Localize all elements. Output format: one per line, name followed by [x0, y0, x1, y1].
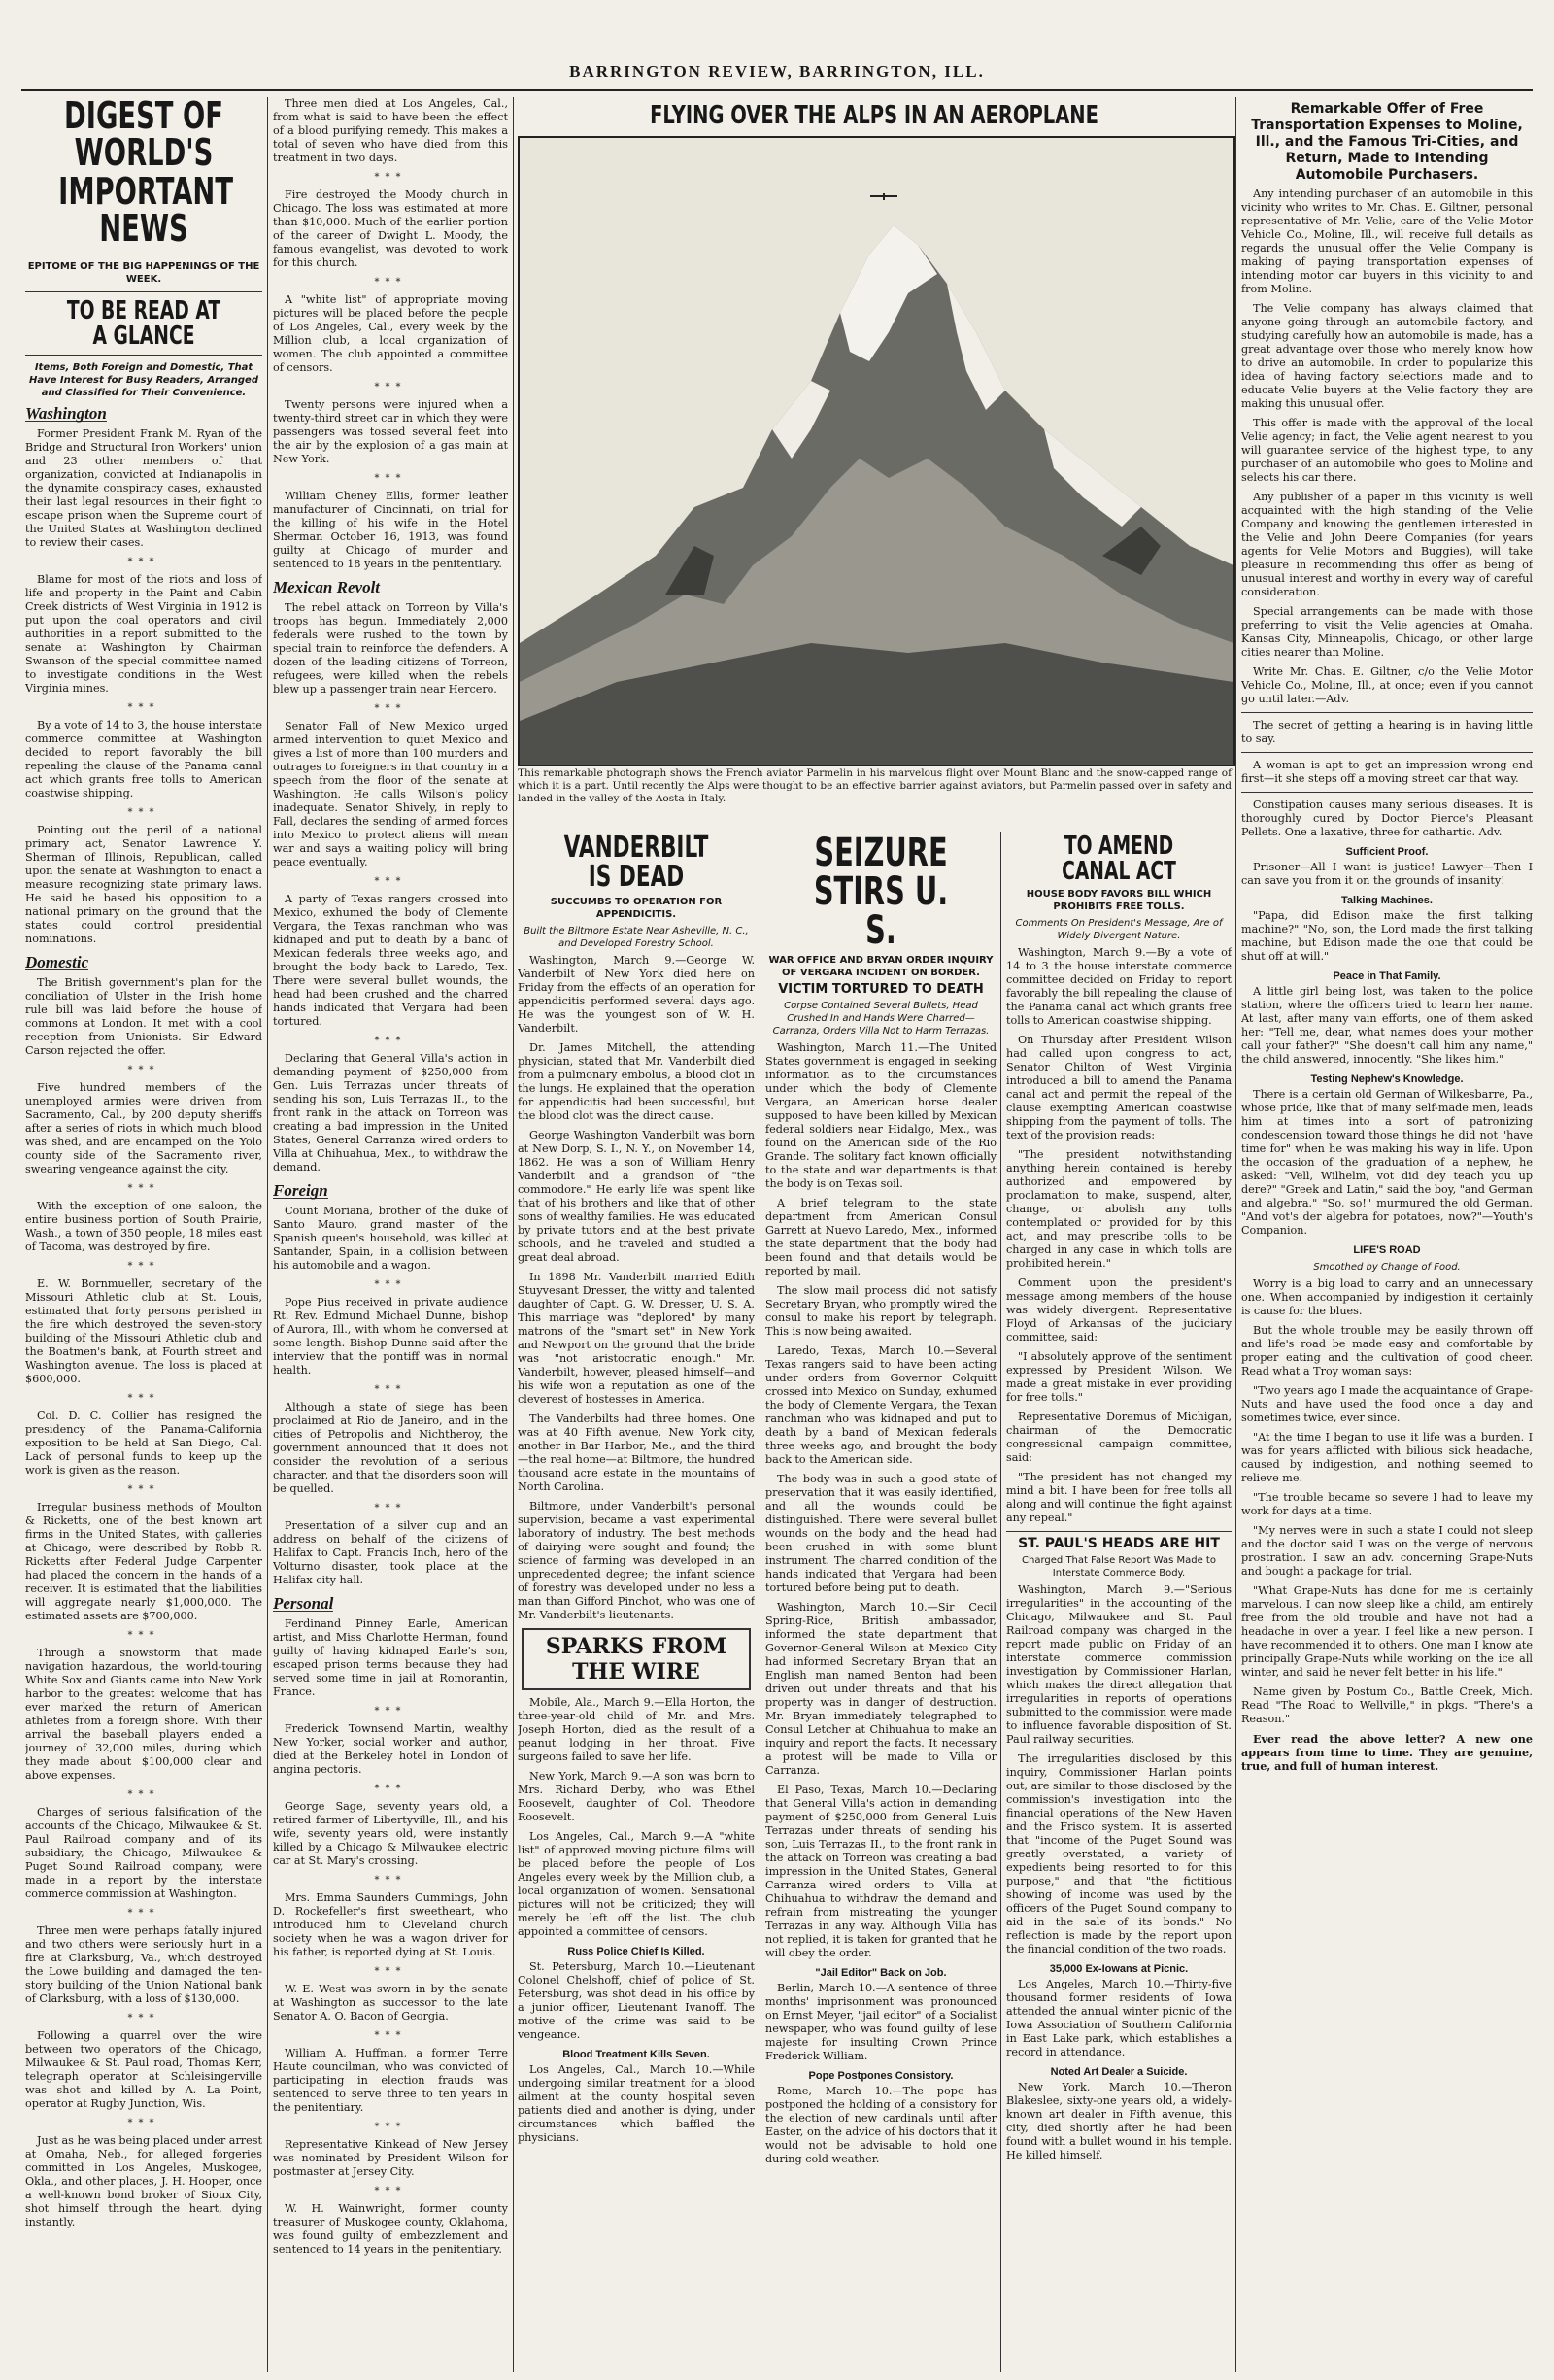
news-item: Senator Fall of New Mexico urged armed intervention to quiet Mexico and gives a list of more than 100 murders and outrages to foreigners in that country in a speech from the floor of the senate at Washington. He calls Wilson's policy inadequate. Senator Shively, in reply to Fall, declares the sending of armed forces into Mexico to protect aliens will mean war and says a waiting policy will bring peace eventually.	[273, 720, 508, 868]
minihead: 35,000 Ex-Iowans at Picnic.	[1049, 1963, 1189, 1975]
section-foreign: Foreign	[273, 1181, 328, 1200]
column-rule	[513, 97, 514, 2372]
seizure-deck: Corpse Contained Several Bullets, Head Crushed In and Hands Were Charred—Carranza, Orders Villa Not to Harm Terrazas.	[772, 1001, 990, 1037]
ad-paragraph: Name given by Postum Co., Battle Creek, Mich. Read "The Road to Wellville," in pkgs. "There's a Reason."	[1241, 1685, 1533, 1725]
ad-paragraph: Write Mr. Chas. E. Giltner, c/o the Velie Motor Vehicle Co., Moline, Ill., at once; even if you cannot go until later.—Adv.	[1241, 665, 1533, 705]
news-item: Pointing out the peril of a national primary act, Senator Lawrence Y. Sherman of Illinois, Republican, called upon the senate at Washington to enact a measure recognizing state primary laws. He said he based his opposition to a national primary on the ground that the states could control presidential nominations.	[25, 824, 262, 945]
masthead: BARRINGTON REVIEW, BARRINGTON, ILL.	[569, 62, 985, 81]
vanderbilt-subhead: SUCCUMBS TO OPERATION FOR APPENDICITIS.	[550, 897, 723, 920]
digest-epitome: EPITOME OF THE BIG HAPPENINGS OF THE WEEK.	[27, 261, 260, 285]
lifes-road-headline: LIFE'S ROAD	[1353, 1244, 1421, 1256]
news-item: Rome, March 10.—The pope has postponed the holding of a consistory for the election of new cardinals until after Easter, on the advice of his doctors that it would not be advisable to hold one during cold weather.	[765, 2085, 997, 2165]
news-item: Fire destroyed the Moody church in Chicago. The loss was estimated at more than $10,000. Much of the earlier portion of the career of Dwight L. Moody, the famous evangelist, was devoted to work for this church.	[273, 188, 508, 269]
velie-offer-headline: Remarkable Offer of Free Transportation Expenses to Moline, Ill., and the Famous Tri-Cities, and Return, Made to Intending Automobile Purchasers.	[1251, 101, 1523, 183]
filler-item: Prisoner—All I want is justice! Lawyer—Then I can save you from it on the grounds of insanity!	[1241, 861, 1533, 887]
news-item: Blame for most of the riots and loss of life and property in the Paint and Cabin Creek districts of West Virginia in 1912 is put upon the coal operators and civil authorities in a report submitted to the senate at Washington by Chairman Swanson of the special committee named to investigate conditions in the West Virginia mines.	[25, 573, 262, 695]
section-personal: Personal	[273, 1594, 334, 1613]
news-item: W. H. Wainwright, former county treasurer of Muskogee county, Oklahoma, was found guilty of embezzlement and sentenced to 14 years in the penitentiary.	[273, 2202, 508, 2256]
news-item: On Thursday after President Wilson had called upon congress to act, Senator Chilton of West Virginia introduced a bill to amend the Panama canal act and permit the repeal of the clause exempting American coastwise shipping from the payment of tolls. The text of the provision reads:	[1006, 1034, 1232, 1141]
news-item: Former President Frank M. Ryan of the Bridge and Structural Iron Workers' union and 23 other members of that organization, convicted at Indianapolis in the dynamite conspiracy cases, exhausted their last legal resources in their fight to escape prison when the Supreme court of the United States at Washington declined to review their cases.	[25, 427, 262, 549]
column-digest: DIGEST OF WORLD'S IMPORTANT NEWS EPITOME OF THE BIG HAPPENINGS OF THE WEEK. TO BE READ AT A GLANCE Items, Both Foreign and Domestic, That Have Interest for Busy Readers, Arranged and Classified for Their Convenience. Washington Former President Frank M. Ryan of the Bridge and Structural Iron Workers' union and 23 other members of that organization, convicted at Indianapolis in the dynamite conspiracy cases, exhausted their last legal resources in their fight to escape prison when the Supreme court of the United States at Washington declined to review their cases. *** Blame for most of the riots and loss of life and property in the Paint and Cabin Creek districts of West Virginia in 1912 is put upon the coal operators and civil authorities in a report submitted to the senate at Washington by Chairman Swanson of the special committee named to investigate conditions in the West Virginia mines. *** By a vote of 14 to 3, the house interstate commerce committee at Washington decided to report favorably the bill repealing the clause of the Panama canal act which grants free tolls to American coastwise shipping. *** Pointing out the peril of a national primary act, Senator Lawrence Y. Sherman of Illinois, Republican, called upon the senate at Washington to enact a measure recognizing state primary laws. He said he based his opposition to a national primary on the ground that the states could control presidential nominations. Domestic The British government's plan for the conciliation of Ulster in the Irish home rule bill was laid before the house of commons at London. It met with a cool reception from Unionists. Sir Edward Carson rejected the offer. *** Five hundred members of the unemployed armies were driven from Sacramento, Cal., by 200 deputy sheriffs after a series of riots in which much blood was shed, and are encamped on the Yolo county side of the Sacramento river, swearing vengeance against the city. *** With the exception of one saloon, the entire business portion of South Prairie, Wash., a town of 350 people, 18 miles east of Tacoma, was destroyed by fire. *** E. W. Bornmueller, secretary of the Missouri Athletic club at St. Louis, estimated that forty persons perished in the fire which destroyed the seven-story building of the Missouri Athletic club and the Boatmen's bank, at Fourth street and Washington avenue. The loss is placed at $600,000. *** Col. D. C. Collier has resigned the presidency of the Panama-California exposition to be held at San Diego, Cal. Lack of personal funds to keep up the work is given as the reason. *** Irregular business methods of Moulton & Ricketts, one of the best known art firms in the United States, with galleries at Chicago, were described by Robb R. Ricketts after Federal Judge Carpenter had placed the concern in the hands of a receiver. It is estimated that the liabilities will aggregate nearly $1,000,000. The estimated assets are $700,000. *** Through a snowstorm that made navigation hazardous, the world-touring White Sox and Giants came into New York harbor to the greatest welcome that has ever marked the return of American athletes from a foreign shore. With their arrival the baseball players ended a journey of 32,000 miles, during which they made about $100,000 clear and above expenses. *** Charges of serious falsification of the accounts of the Chicago, Milwaukee & St. Paul Railroad company and of its subsidiary, the Chicago, Milwaukee & Puget Sound Railroad company, were made in a report by the interstate commerce commission at Washington. *** Three men were perhaps fatally injured and two others were seriously hurt in a fire at Clarksburg, Va., which destroyed the Lowe building and damaged the ten-story building of the Union National bank of Clarksburg, with a loss of $130,000. *** Following a quarrel over the wire between two operators of the Chicago, Milwaukee & St. Paul road, Thomas Kerr, telegraph operator at Schleisingerville was shot and killed by A. La Point, operator at Rugby Junction, Wis. *** Just as he was being placed under arrest at Omaha, Neb., for alleged forgeries committed in Los Angeles, Muskogee, Okla., and other places, J. H. Hooper, once a well-known bond broker of Sioux City, shot himself through the heart, dying instantly.	[25, 97, 262, 2228]
filler-item: The secret of getting a hearing is in having little to say.	[1241, 719, 1533, 745]
photo-caption: This remarkable photograph shows the French aviator Parmelin in his marvelous flight over Mount Blanc and the snow-capped range of which it is a part. Until recently the Alps were thought to be an effective barrier against aviators, but Parmelin passed over in safety and landed in the valley of the Aosta in Italy.	[518, 767, 1232, 804]
minihead: "Jail Editor" Back on Job.	[815, 1967, 947, 1979]
seizure-subhead: WAR OFFICE AND BRYAN ORDER INQUIRY OF VERGARA INCIDENT ON BORDER.	[768, 955, 994, 978]
news-item: In 1898 Mr. Vanderbilt married Edith Stuyvesant Dresser, the witty and talented daughter of Capt. G. W. Dresser, U. S. A. This marriage was "deplored" by many matrons of the "smart set" in New York and Newport on the ground that the bride was "not aristocratic enough." Mr. Vanderbilt, however, pleased himself—and his wife won a reputation as one of the cleverest of hostesses in America.	[518, 1271, 755, 1406]
news-item: Five hundred members of the unemployed armies were driven from Sacramento, Cal., by 200 deputy sheriffs after a series of riots in which much blood was shed, and are encamped on the Yolo county side of the Sacramento river, swearing vengeance against the city.	[25, 1081, 262, 1175]
column-rule	[267, 97, 268, 2372]
news-item: A party of Texas rangers crossed into Mexico, exhumed the body of Clemente Vergara, the Texas ranchman who was kidnaped and put to death by a band of Mexican federals three weeks ago, and brought the body back to Laredo, Tex. There were several bullet wounds, the head had been crushed and the charred hands indicated that Vergara had been tortured.	[273, 893, 508, 1028]
news-item: Three men died at Los Angeles, Cal., from what is said to have been the effect of a blood purifying remedy. This makes a total of seven who have died from this treatment in two days.	[273, 97, 508, 164]
minihead: Pope Postpones Consistory.	[808, 2070, 954, 2082]
column-advertising	[1241, 97, 1533, 2372]
news-item: "I absolutely approve of the sentiment expressed by President Wilson. We made a great mistake in ever providing for free tolls."	[1006, 1350, 1232, 1404]
minihead: Sufficient Proof.	[1345, 846, 1429, 858]
filler-item: A little girl being lost, was taken to the police station, where the officers tried to learn her name. At last, after many vain efforts, one of them asked her: "Tell me, dear, what names does your mother call your father?" "She doesn't call him any name," the child answered, innocently. "She likes him."	[1241, 985, 1533, 1066]
digest-subtitle: Items, Both Foreign and Domestic, That Have Interest for Busy Readers, Arranged and Classified for Their Convenience.	[29, 362, 258, 398]
st-paul-headline: ST. PAUL'S HEADS ARE HIT	[1018, 1536, 1220, 1551]
news-item: Presentation of a silver cup and an address on behalf of the citizens of Halifax to Capt. Francis Inch, hero of the Volturno disaster, took place at the Halifax city hall.	[273, 1519, 508, 1586]
news-item: Just as he was being placed under arrest at Omaha, Neb., for alleged forgeries committed in Los Angeles, Muskogee, Okla., and other places, J. H. Hooper, once a well-known bond broker of Sioux City, shot himself through the heart, dying instantly.	[25, 2134, 262, 2228]
news-item: Pope Pius received in private audience Rt. Rev. Edmund Michael Dunne, bishop of Aurora, Ill., with whom he conversed at some length. Bishop Dunne said after the interview that the pontiff was in normal health.	[273, 1296, 508, 1377]
news-item: Declaring that General Villa's action in demanding payment of $250,000 from Gen. Luis Terrazas under threats of sending his son, Luis Terrazas II., to the front rank in the attack on Torreon was creating a bad impression in the United States, General Carranza wired orders to Villa at Chihuahua, Mex., to withdraw the demand.	[273, 1052, 508, 1173]
ad-paragraph: "At the time I began to use it life was a burden. I was for years afflicted with bilious sick headache, caused by indigestion, and nothing seemed to relieve me.	[1241, 1431, 1533, 1484]
news-item: Count Moriana, brother of the duke of Santo Mauro, grand master of the Spanish queen's household, was killed at Santander, Spain, in a collision between his automobile and a wagon.	[273, 1205, 508, 1272]
digest-title-line2: IMPORTANT NEWS	[58, 170, 233, 250]
news-item: The slow mail process did not satisfy Secretary Bryan, who promptly wired the consul to make his report by telegraph. This is now being awaited.	[765, 1284, 997, 1338]
news-item: St. Petersburg, March 10.—Lieutenant Colonel Chelshoff, chief of police of St. Petersburg, was shot dead in his office by a junior officer, Lieutenant Ivanoff. The motive of the crime was said to be vengeance.	[518, 1960, 755, 2041]
news-item: Comment upon the president's message among members of the house was widely divergent. Representative Floyd of Arkansas of the judiciary committee, said:	[1006, 1276, 1232, 1343]
canal-act-subhead: HOUSE BODY FAVORS BILL WHICH PROHIBITS FREE TOLLS.	[1026, 889, 1212, 912]
news-item: E. W. Bornmueller, secretary of the Missouri Athletic club at St. Louis, estimated that forty persons perished in the fire which destroyed the seven-story building of the Missouri Athletic club and the Boatmen's bank, at Fourth street and Washington avenue. The loss is placed at $600,000.	[25, 1277, 262, 1385]
news-item: "The president has not changed my mind a bit. I have been for free tolls all along and will continue the fight against any repeal."	[1006, 1471, 1232, 1524]
news-item: Biltmore, under Vanderbilt's personal supervision, became a vast experimental laboratory of industry. The best methods of dairying were sought and found; the science of farming was developed in an unprecedented degree; the infant science of forestry was developed under no less a man than Gifford Pinchot, who was one of Mr. Vanderbilt's lieutenants.	[518, 1500, 755, 1621]
news-item: Washington, March 10.—Sir Cecil Spring-Rice, British ambassador, informed the state department that Governor-General Wilson at Mexico City had informed Secretary Bryan that an English man named Benton had been driven out under threats and that his property was in danger of destruction. Mr. Bryan immediately telegraphed to Consul Letcher at Chihuahua to make an inquiry and report the facts. It necessary a protest will be made to Villa or Carranza.	[765, 1601, 997, 1777]
news-item: George Sage, seventy years old, a retired farmer of Libertyville, Ill., and his wife, seventy years old, were instantly killed by a Chicago & Milwaukee electric car at St. Mary's crossing.	[273, 1800, 508, 1867]
news-item: El Paso, Texas, March 10.—Declaring that General Villa's action in demanding payment of $250,000 from General Luis Terrazas under threats of sending his son, Luis Terrazas II., to the front rank in the attack on Torreon was creating a bad impression in the United States, General Carranza wired orders to Villa at Chihuahua to withdraw the demand and refrain from mistreating the younger Terrazas in any way. Although Villa has not replied, it is taken for granted that he will obey the order.	[765, 1784, 997, 1959]
column-rule	[1000, 832, 1001, 2372]
section-mexican-revolt: Mexican Revolt	[273, 578, 381, 596]
lifes-road-deck: Smoothed by Change of Food.	[1313, 1262, 1461, 1273]
filler-item: There is a certain old German of Wilkesbarre, Pa., whose pride, like that of many self-made men, leads him at times into a sort of patronizing condescension toward those things he did not "have time for" when he was making his way in life. Upon the occasion of the graduation of a nephew, he asked: "Vell, Wilhelm, vot did dey teach you up dere?" "Greek and Latin," said the boy, "and German and algebra." "So, so!" murmured the old German. "And vot's der algebra for potatoes, now?"—Youth's Companion.	[1241, 1088, 1533, 1237]
news-item: The body was in such a good state of preservation that it was easily identified, and all the wounds could be distinguished. There were several bullet wounds on the body and the head had been crushed in with some blunt instrument. The charred condition of the hands indicated that Vergara had been tortured before being put to death.	[765, 1473, 997, 1594]
ad-paragraph: "What Grape-Nuts has done for me is certainly marvelous. I can now sleep like a child, am entirely free from the old trouble and have not had a headache in over a year. I feel like a new person. I have recommended it to others. One man I know ate principally Grape-Nuts while working on the ice all winter, and said he never felt better in his life."	[1241, 1584, 1533, 1679]
news-item: Laredo, Texas, March 10.—Several Texas rangers said to have been acting under orders from Governor Colquitt crossed into Mexico on Sunday, exhumed the body of Clemente Vergara, the Texan ranchman who was kidnaped and put to death by a band of Mexican federals three weeks ago, and brought the body back to the American side.	[765, 1344, 997, 1466]
news-item: Los Angeles, March 10.—Thirty-five thousand former residents of Iowa attended the annual winter picnic of the Iowa Association of Southern California in East Lake park, which establishes a record in attendance.	[1006, 1978, 1232, 2058]
digest-title-line1: DIGEST OF WORLD'S	[64, 97, 223, 174]
news-item: Washington, March 9.—George W. Vanderbilt of New York died here on Friday from the effects of an operation for appendicitis performed several days ago. He was the youngest son of W. H. Vanderbilt.	[518, 954, 755, 1035]
column-rule	[1235, 97, 1236, 2372]
news-item: The British government's plan for the conciliation of Ulster in the Irish home rule bill was laid before the house of commons at London. It met with a cool reception from Unionists. Sir Edward Carson rejected the offer.	[25, 976, 262, 1057]
filler-item: Constipation causes many serious diseases. It is thoroughly cured by Doctor Pierce's Pleasant Pellets. One a laxative, three for cathartic. Adv.	[1241, 799, 1533, 838]
news-item: The rebel attack on Torreon by Villa's troops has begun. Immediately 2,000 federals were rushed to the town by special train to reinforce the defenders. A dozen of the leading citizens of Torreon, refugees, were killed when the rebels blew up a passenger train near Hercero.	[273, 601, 508, 696]
ad-paragraph: The Velie company has always claimed that anyone going through an automobile factory, and studying carefully how an automobile is made, has a great advantage over those who merely know how to drive an automobile. In order to popularize this idea of having factory selections made and to educate Velie buyers at the Velie factory they are making this unusual offer.	[1241, 302, 1533, 410]
masthead-rule	[21, 89, 1533, 91]
news-item: "The president notwithstanding anything herein contained is hereby authorized and empowered by proclamation to make, suspend, alter, change, or abolish any tolls contemplated or provided for by this act, and may prescribe tolls to be charged in any case in which tolls are prohibited herein."	[1006, 1148, 1232, 1270]
news-item: W. E. West was sworn in by the senate at Washington as successor to the late Senator A. O. Bacon of Georgia.	[273, 1983, 508, 2023]
section-washington: Washington	[25, 404, 107, 423]
news-item: With the exception of one saloon, the entire business portion of South Prairie, Wash., a town of 350 people, 18 miles east of Tacoma, was destroyed by fire.	[25, 1200, 262, 1253]
news-item: Three men were perhaps fatally injured and two others were seriously hurt in a fire at Clarksburg, Va., which destroyed the Lowe building and damaged the ten-story building of the Union National bank of Clarksburg, with a loss of $130,000.	[25, 1924, 262, 2005]
minihead: Talking Machines.	[1341, 895, 1433, 906]
filler-item: A woman is apt to get an impression wrong end first—it she steps off a moving street car that way.	[1241, 759, 1533, 785]
ad-paragraph: Worry is a big load to carry and an unnecessary one. When accompanied by indigestion it certainly is cause for the blues.	[1241, 1277, 1533, 1317]
ad-paragraph: Special arrangements can be made with those preferring to visit the Velie agencies at Omaha, Kansas City, Minneapolis, Chicago, or other large cities nearer than Moline.	[1241, 605, 1533, 659]
sparks-title: SPARKS FROM THE WIRE	[545, 1634, 727, 1684]
ad-paragraph: Any intending purchaser of an automobile in this vicinity who writes to Mr. Chas. E. Giltner, personal representative of Mr. Velie, care of the Velie Motor Vehicle Co., Moline, Ill., will receive full details as regards the unusual offer the Velie Company is making of paying transportation expenses of intending motor car buyers in this vicinity to and from Moline.	[1241, 187, 1533, 295]
news-item: Following a quarrel over the wire between two operators of the Chicago, Milwaukee & St. Paul road, Thomas Kerr, telegraph operator at Schleisingerville was shot and killed by A. La Point, operator at Rugby Junction, Wis.	[25, 2029, 262, 2110]
news-item: Although a state of siege has been proclaimed at Rio de Janeiro, and in the cities of Petropolis and Nichtheroy, the government announced that it does not consider the revolution of a serious character, and that the disorders soon will be quelled.	[273, 1401, 508, 1495]
news-item: Twenty persons were injured when a twenty-third street car in which they were passengers was tossed several feet into the air by the explosion of a gas main at New York.	[273, 398, 508, 465]
ad-paragraph: Ever read the above letter? A new one appears from time to time. They are genuine, true, and full of human interest.	[1241, 1732, 1533, 1773]
minihead: Russ Police Chief Is Killed.	[567, 1946, 705, 1957]
seizure-headline: SEIZURE STIRS U. S.	[813, 833, 949, 953]
alps-aeroplane-photo	[518, 136, 1235, 766]
news-item: A "white list" of appropriate moving pictures will be placed before the people of Los Angeles, Cal., every week by the Million club, a local organization of women. The club appointed a committee of censors.	[273, 293, 508, 374]
filler-item: "Papa, did Edison make the first talking machine?" "No, son, the Lord made the first talking machine, but Edison made the one that could be shut off at will."	[1241, 909, 1533, 963]
ad-paragraph: "The trouble became so severe I had to leave my work for days at a time.	[1241, 1491, 1533, 1517]
st-paul-deck: Charged That False Report Was Made to Interstate Commerce Body.	[1022, 1555, 1216, 1579]
ad-paragraph: This offer is made with the approval of the local Velie agency; in fact, the Velie agent nearest to you will guarantee service of the highest type, to any purchaser of an automobile who goes to Moline and selects his car there.	[1241, 417, 1533, 484]
digest-glance: TO BE READ AT A GLANCE	[66, 296, 221, 351]
vanderbilt-headline: VANDERBILT IS DEAD	[563, 833, 709, 894]
news-item: By a vote of 14 to 3, the house interstate commerce committee at Washington decided to report favorably the bill repealing the clause of the Panama canal act which grants free tolls to American coastwise shipping.	[25, 719, 262, 799]
sparks-from-wire-banner	[522, 1628, 751, 1690]
news-item: William A. Huffman, a former Terre Haute councilman, who was convicted of participating in election frauds was sentenced to serve three to ten years in the penitentiary.	[273, 2047, 508, 2114]
news-item: Los Angeles, Cal., March 9.—A "white list" of approved moving picture films will be placed before the people of Los Angeles every week by the Million club, a local organization of women. Sensational pictures will not be criticized; they will merely be left off the list. The club appointed a committee of censors.	[518, 1830, 755, 1938]
canal-act-deck: Comments On President's Message, Are of Widely Divergent Nature.	[1015, 918, 1223, 941]
column-vanderbilt	[518, 833, 755, 2372]
news-item: Ferdinand Pinney Earle, American artist, and Miss Charlotte Herman, found guilty of having kidnaped Earle's son, escaped prison terms because they had served some time in jail at Romorantin, France.	[273, 1617, 508, 1698]
news-item: Charges of serious falsification of the accounts of the Chicago, Milwaukee & St. Paul Railroad company and of its subsidiary, the Chicago, Milwaukee & Puget Sound Railroad company, were made in a report by the interstate commerce commission at Washington.	[25, 1806, 262, 1900]
news-item: Dr. James Mitchell, the attending physician, stated that Mr. Vanderbilt died from a pulmonary embolus, a blood clot in the lungs. He explained that the operation for appendicitis had been successful, but the blood clot was the direct cause.	[518, 1041, 755, 1122]
news-item: Washington, March 9.—"Serious irregularities" in the accounting of the Chicago, Milwaukee and St. Paul Railroad company was charged in the report made public on Friday of an interstate commerce commission investigation by Commissioner Harlan, which makes the direct allegation that irregularities in reports of operations submitted to the commission were made to influence favorable disposition of St. Paul railway securities.	[1006, 1583, 1232, 1746]
mountain-illustration	[520, 138, 1233, 765]
minihead: Peace in That Family.	[1333, 970, 1441, 982]
ad-paragraph: "Two years ago I made the acquaintance of Grape-Nuts and have used the food once a day and sometimes twice, ever since.	[1241, 1384, 1533, 1424]
feature-headline: FLYING OVER THE ALPS IN AN AEROPLANE	[650, 101, 1098, 130]
news-item: The Vanderbilts had three homes. One was at 40 Fifth avenue, New York city, another in Bar Harbor, Me., and the third—the real home—at Biltmore, the hundred thousand acre estate in the mountains of North Carolina.	[518, 1412, 755, 1493]
column-seizure	[765, 833, 997, 2372]
section-domestic: Domestic	[25, 953, 89, 971]
news-item: Los Angeles, Cal., March 10.—While undergoing similar treatment for a blood ailment at the county hospital seven patients died and another is dying, under circumstances which baffled the physicians.	[518, 2063, 755, 2144]
news-item: Irregular business methods of Moulton & Ricketts, one of the best known art firms in the United States, with galleries at Chicago, were described by Robb R. Ricketts after Federal Judge Carpenter had placed the concern in the hands of a receiver. It is estimated that the liabilities will aggregate nearly $1,000,000. The estimated assets are $700,000.	[25, 1501, 262, 1622]
minihead: Testing Nephew's Knowledge.	[1310, 1073, 1464, 1085]
news-item: Mobile, Ala., March 9.—Ella Horton, the three-year-old child of Mr. and Mrs. Joseph Horton, died as the result of a peanut lodging in her throat. Five surgeons failed to save her life.	[518, 1696, 755, 1763]
news-item: Representative Kinkead of New Jersey was nominated by President Wilson for postmaster at Jersey City.	[273, 2138, 508, 2178]
news-item: New York, March 9.—A son was born to Mrs. Richard Derby, who was Ethel Roosevelt, daughter of Col. Theodore Roosevelt.	[518, 1770, 755, 1823]
news-item: Washington, March 11.—The United States government is engaged in seeking information as to the circumstances under which the body of Clemente Vergara, an American horse dealer supposed to have been killed by Mexican federal soldiers near Hidalgo, Mex., was found on the American side of the Rio Grande. The solitary fact known officially to the state and war departments is that the body is on Texas soil.	[765, 1041, 997, 1190]
news-item: Washington, March 9.—By a vote of 14 to 3 the house interstate commerce committee decided on Friday to report favorably the bill repealing the clause of the Panama canal act which grants free tolls to American coastwise shipping.	[1006, 946, 1232, 1027]
news-item: Mrs. Emma Saunders Cummings, John D. Rockefeller's first sweetheart, who introduced him to Cleveland church society when he was a wagon driver for his father, is reported dying at St. Louis.	[273, 1891, 508, 1958]
news-item: Berlin, March 10.—A sentence of three months' imprisonment was pronounced on Ernst Meyer, "jail editor" of a Socialist newspaper, who was found guilty of lese majeste for insulting Crown Prince Frederick William.	[765, 1982, 997, 2062]
ad-paragraph: Any publisher of a paper in this vicinity is well acquainted with the high standing of the Velie Company and knowing the gentlemen interested in the Velie and John Deere Companies (for years agents for Velie Motors and Buggies), will take pleasure in recommending this offer as being of unusual interest and worthy in every way of careful consideration.	[1241, 491, 1533, 598]
news-item: The irregularities disclosed by this inquiry, Commissioner Harlan points out, are similar to those disclosed by the commission's investigation into the financial operations of the New Haven and the Frisco system. It is asserted that "income of the Puget Sound was greatly overstated, a variety of expedients being resorted to for this purpose," and that "the fictitious showing of income was used by the officers of the Puget Sound company to aid in the sale of its bonds." No reflection is made by the report upon the financial condition of the two roads.	[1006, 1752, 1232, 1955]
news-item: Col. D. C. Collier has resigned the presidency of the Panama-California exposition to be held at San Diego, Cal. Lack of personal funds to keep up the work is given as the reason.	[25, 1410, 262, 1477]
news-item: Representative Doremus of Michigan, chairman of the Democratic congressional campaign committee, said:	[1006, 1411, 1232, 1464]
news-item: Frederick Townsend Martin, wealthy New Yorker, social worker and author, died at the Berkeley hotel in London of angina pectoris.	[273, 1722, 508, 1776]
news-item: William Cheney Ellis, former leather manufacturer of Cincinnati, on trial for the killing of his wife in the Hotel Sherman October 16, 1913, was found guilty at Chicago of murder and sentenced to 18 years in the penitentiary.	[273, 490, 508, 570]
canal-act-headline: TO AMEND CANAL ACT	[1062, 833, 1176, 886]
news-item: George Washington Vanderbilt was born at New Dorp, S. I., N. Y., on November 14, 1862. He was a son of William Henry Vanderbilt and a grandson of "the commodore." He early life was spent like that of his brothers and like that of other sons of wealthy families. He was educated by private tutors and at the best private schools, and he traveled and studied a great deal abroad.	[518, 1129, 755, 1264]
news-item: Through a snowstorm that made navigation hazardous, the world-touring White Sox and Giants came into New York harbor to the greatest welcome that has ever marked the return of American athletes from a foreign shore. With their arrival the baseball players ended a journey of 32,000 miles, during which they made about $100,000 clear and above expenses.	[25, 1647, 262, 1782]
vanderbilt-deck: Built the Biltmore Estate Near Asheville, N. C., and Developed Forestry School.	[524, 926, 749, 949]
ad-paragraph: But the whole trouble may be easily thrown off and life's road be made easy and comfortable by proper eating and the cultivation of good cheer. Read what a Troy woman says:	[1241, 1324, 1533, 1377]
column-digest-continued: Three men died at Los Angeles, Cal., from what is said to have been the effect of a blood purifying remedy. This makes a total of seven who have died from this treatment in two days. *** Fire destroyed the Moody church in Chicago. The loss was estimated at more than $10,000. Much of the earlier portion of the career of Dwight L. Moody, the famous evangelist, was devoted to work for this church. *** A "white list" of appropriate moving pictures will be placed before the people of Los Angeles, Cal., every week by the Million club, a local organization of women. The club appointed a committee of censors. *** Twenty persons were injured when a twenty-third street car in which they were passengers was tossed several feet into the air by the explosion of a gas main at New York. *** William Cheney Ellis, former leather manufacturer of Cincinnati, on trial for the killing of his wife in the Hotel Sherman October 16, 1913, was found guilty at Chicago of murder and sentenced to 18 years in the penitentiary. Mexican Revolt The rebel attack on Torreon by Villa's troops has begun. Immediately 2,000 federals were rushed to the town by special train to reinforce the defenders. A dozen of the leading citizens of Torreon, refugees, were killed when the rebels blew up a passenger train near Hercero. *** Senator Fall of New Mexico urged armed intervention to quiet Mexico and gives a list of more than 100 murders and outrages to foreigners in that country in a speech from the floor of the senate at Washington. He calls Wilson's policy inadequate. Senator Shively, in reply to Fall, declares the sending of armed forces into Mexico to protect aliens will mean war and says a waiting policy will bring peace eventually. *** A party of Texas rangers crossed into Mexico, exhumed the body of Clemente Vergara, the Texas ranchman who was kidnaped and put to death by a band of Mexican federals three weeks ago, and brought the body back to Laredo, Tex. There were several bullet wounds, the head had been crushed and the charred hands indicated that Vergara had been tortured. *** Declaring that General Villa's action in demanding payment of $250,000 from Gen. Luis Terrazas under threats of sending his son, Luis Terrazas II., to the front rank in the attack on Torreon was creating a bad impression in the United States, General Carranza wired orders to Villa at Chihuahua, Mex., to withdraw the demand. Foreign Count Moriana, brother of the duke of Santo Mauro, grand master of the Spanish queen's household, was killed at Santander, Spain, in a collision between his automobile and a wagon. *** Pope Pius received in private audience Rt. Rev. Edmund Michael Dunne, bishop of Aurora, Ill., with whom he conversed at some length. Bishop Dunne said after the interview that the pontiff was in normal health. *** Although a state of siege has been proclaimed at Rio de Janeiro, and in the cities of Petropolis and Nichtheroy, the government announced that it does not consider the revolution of a serious character, and that the disorders soon will be quelled. *** Presentation of a silver cup and an address on behalf of the citizens of Halifax to Capt. Francis Inch, hero of the Volturno disaster, took place at the Halifax city hall. Personal Ferdinand Pinney Earle, American artist, and Miss Charlotte Herman, found guilty of having kidnaped Earle's son, escaped prison terms because they had served some time in jail at Romorantin, France. *** Frederick Townsend Martin, wealthy New Yorker, social worker and author, died at the Berkeley hotel in London of angina pectoris. *** George Sage, seventy years old, a retired farmer of Libertyville, Ill., and his wife, seventy years old, were instantly killed by a Chicago & Milwaukee electric car at St. Mary's crossing. *** Mrs. Emma Saunders Cummings, John D. Rockefeller's first sweetheart, who introduced him to Cleveland church society when he was a wagon driver for his father, is reported dying at St. Louis. *** W. E. West was sworn in by the senate at Washington as successor to the late Senator A. O. Bacon of Georgia. *** William A. Huffman, a former Terre Haute councilman, who was convicted of participating in election frauds was sentenced to serve three to ten years in the penitentiary. *** Representative Kinkead of New Jersey was nominated by President Wilson for postmaster at Jersey City. *** W. H. Wainwright, former county treasurer of Muskogee county, Oklahoma, was found guilty of embezzlement and sentenced to 14 years in the penitentiary.	[273, 97, 508, 2256]
minihead: Noted Art Dealer a Suicide.	[1050, 2066, 1188, 2078]
news-item: A brief telegram to the state department from American Consul Garrett at Nuevo Laredo, Mex., informed the state department that the body had been found and that details would be reported by mail.	[765, 1197, 997, 1277]
column-canal-act	[1006, 833, 1232, 2372]
minihead: Blood Treatment Kills Seven.	[562, 2049, 710, 2060]
news-item: New York, March 10.—Theron Blakeslee, sixty-one years old, a widely-known art dealer in Fifth avenue, this city, died shortly after he had been found with a bullet wound in his temple. He killed himself.	[1006, 2081, 1232, 2161]
seizure-subhead-2: VICTIM TORTURED TO DEATH	[778, 982, 984, 997]
ad-paragraph: "My nerves were in such a state I could not sleep and the doctor said I was on the verge of nervous prostration. I saw an adv. concerning Grape-Nuts and bought a package for trial.	[1241, 1524, 1533, 1578]
